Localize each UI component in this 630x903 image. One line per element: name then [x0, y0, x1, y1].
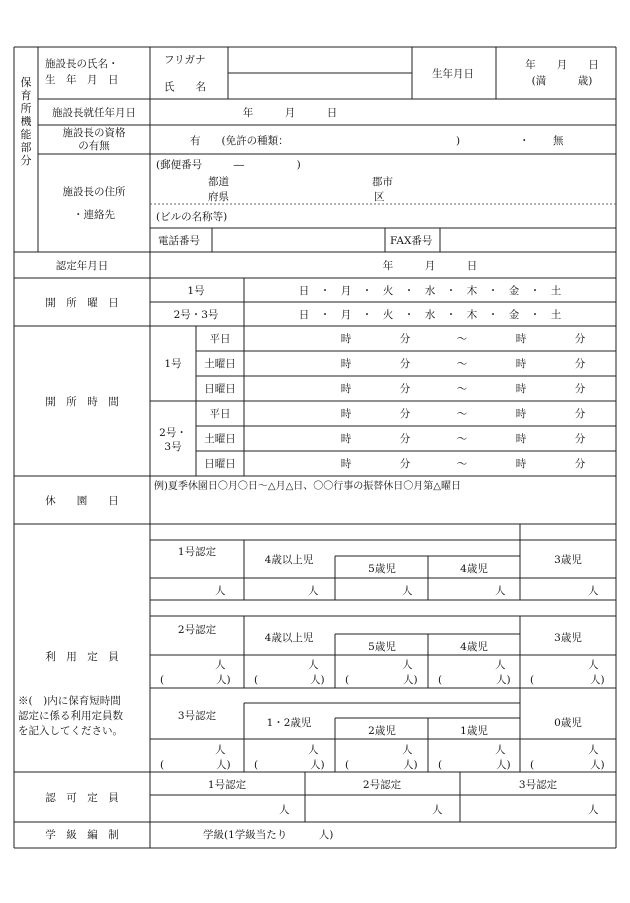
time-range-row	[341, 457, 586, 470]
unit-label: 人	[308, 585, 319, 597]
capacity-type-label: 1号認定	[177, 546, 217, 558]
time-range-row	[341, 382, 586, 395]
building-name-field: (ビルの名称等)	[156, 211, 228, 223]
minute-unit: 分	[574, 458, 586, 470]
section-label-char: 所	[20, 102, 32, 115]
prefecture-label-line2: 府県	[208, 191, 229, 203]
minute-unit: 分	[399, 358, 411, 370]
city-label-line2: 区	[374, 191, 385, 203]
range-separator: ～	[456, 433, 468, 445]
minute-unit: 分	[399, 433, 411, 445]
day-type-label: 日曜日	[204, 383, 236, 395]
paren-open: (	[160, 674, 165, 686]
capacity-type-label: 2号認定	[177, 624, 217, 636]
birthdate-label: 生年月日	[432, 68, 474, 80]
section-label-char: 保	[20, 76, 32, 89]
minute-unit: 分	[399, 333, 411, 345]
capacity-group-label: 4歳以上児	[264, 554, 314, 566]
day-type-label: 日曜日	[204, 458, 236, 470]
unit-label: 人	[588, 804, 599, 816]
minute-unit: 分	[574, 408, 586, 420]
opening-days-type: 2号・3号	[173, 309, 219, 321]
range-separator: ～	[456, 358, 468, 370]
minute-unit: 分	[574, 333, 586, 345]
opening-days-type: 1号	[187, 285, 205, 297]
section-label-char: 機	[20, 115, 32, 128]
capacity-sub-label: 2歳児	[368, 725, 396, 737]
section-label-char: 能	[20, 128, 32, 141]
unit-label: 人	[402, 659, 413, 671]
address-label-line2: ・連絡先	[73, 209, 115, 221]
hour-unit: 時	[515, 458, 527, 470]
hour-unit: 時	[515, 433, 527, 445]
paren-close-unit: 人)	[216, 674, 231, 686]
capacity-other-label: 0歳児	[554, 717, 582, 729]
time-range-row	[341, 357, 586, 370]
paren-close-unit: 人)	[310, 759, 325, 771]
unit-label: 人	[588, 585, 599, 597]
minute-unit: 分	[574, 358, 586, 370]
capacity-group-label: 4歳以上児	[264, 632, 314, 644]
minute-unit: 分	[399, 408, 411, 420]
unit-label: 人	[402, 744, 413, 756]
paren-open: (	[254, 674, 259, 686]
qualification-label-line2: の有無	[78, 140, 110, 152]
hour-unit: 時	[515, 358, 527, 370]
range-separator: ～	[456, 458, 468, 470]
paren-close-unit: 人)	[496, 674, 511, 686]
hour-unit: 時	[515, 408, 527, 420]
qualification-label-line1: 施設長の資格	[62, 127, 126, 139]
paren-open: (	[530, 759, 535, 771]
unit-label: 人	[308, 659, 319, 671]
licensed-capacity-label: 認 可 定 員	[45, 792, 119, 804]
capacity-group-label: 1・2歳児	[266, 717, 312, 729]
day-type-label: 土曜日	[204, 433, 236, 445]
time-range-row	[341, 407, 586, 420]
furigana-label: フリガナ	[164, 54, 206, 66]
fax-label: FAX番号	[390, 235, 433, 247]
section-label-char: 分	[20, 154, 32, 167]
certification-date-fields: 年 月 日	[382, 260, 478, 272]
unit-label: 人	[432, 804, 443, 816]
time-range-row	[341, 332, 586, 345]
paren-open: (	[345, 674, 350, 686]
unit-label: 人	[308, 744, 319, 756]
paren-close-unit: 人)	[216, 759, 231, 771]
certification-date-label: 認定年月日	[55, 260, 109, 272]
section-label-vertical	[21, 75, 33, 167]
qualification-separator: ・	[519, 135, 530, 147]
opening-days-options: 日 ・ 月 ・ 火 ・ 水 ・ 木 ・ 金 ・ 土	[298, 285, 562, 297]
phone-label: 電話番号	[158, 235, 200, 247]
day-type-label: 平日	[209, 333, 231, 345]
hour-unit: 時	[515, 383, 527, 395]
paren-open: (	[160, 759, 165, 771]
unit-label: 人	[279, 804, 290, 816]
postal-code-field: (郵便番号 ― )	[156, 159, 301, 171]
capacity-label: 利 用 定 員	[45, 651, 119, 663]
capacity-other-label: 3歳児	[554, 632, 582, 644]
section-label-char: 育	[20, 89, 32, 102]
opening-days-options: 日 ・ 月 ・ 火 ・ 水 ・ 木 ・ 金 ・ 土	[298, 309, 562, 321]
paren-close-unit: 人)	[310, 674, 325, 686]
range-separator: ～	[456, 408, 468, 420]
hour-unit: 時	[340, 358, 352, 370]
unit-label: 人	[495, 744, 506, 756]
director-name-label-line1: 施設長の氏名・	[45, 58, 119, 70]
paren-open: (	[438, 759, 443, 771]
opening-hours-type: 2号・	[159, 427, 187, 439]
holidays-example: 例)夏季休園日〇月〇日～△月△日、〇〇行事の振替休日〇月第△曜日	[154, 481, 461, 492]
appointment-date-fields: 年 月 日	[242, 107, 338, 119]
paren-close-unit: 人)	[590, 759, 605, 771]
licensed-type-label: 1号認定	[207, 779, 247, 791]
hour-unit: 時	[340, 458, 352, 470]
prefecture-label-line1: 都道	[208, 176, 229, 188]
capacity-sub-label: 4歳児	[460, 641, 488, 653]
capacity-note-line1: ※( )内に保育短時間	[18, 695, 121, 707]
capacity-note-line2: 認定に係る利用定員数	[18, 710, 123, 722]
opening-hours-label: 開 所 時 間	[45, 396, 119, 408]
holidays-label: 休 園 日	[45, 495, 119, 507]
paren-close-unit: 人)	[403, 674, 418, 686]
unit-label: 人	[588, 659, 599, 671]
licensed-type-label: 3号認定	[518, 779, 558, 791]
paren-open: (	[438, 674, 443, 686]
class-organization-label: 学 級 編 制	[45, 829, 119, 841]
time-range-row	[341, 432, 586, 445]
capacity-type-label: 3号認定	[177, 710, 217, 722]
range-separator: ～	[456, 383, 468, 395]
paren-close-unit: 人)	[403, 759, 418, 771]
unit-label: 人	[402, 585, 413, 597]
hour-unit: 時	[515, 333, 527, 345]
paren-close-unit: 人)	[590, 674, 605, 686]
day-type-label: 土曜日	[204, 358, 236, 370]
opening-hours-type: 1号	[164, 358, 182, 370]
capacity-note-line3: を記入してください。	[18, 725, 123, 737]
age-field: (満 歳)	[531, 75, 593, 87]
unit-label: 人	[215, 659, 226, 671]
unit-label: 人	[215, 744, 226, 756]
hour-unit: 時	[340, 333, 352, 345]
qualification-yes-option: 有 (免許の種類：	[190, 135, 289, 147]
hour-unit: 時	[340, 408, 352, 420]
hour-unit: 時	[340, 383, 352, 395]
paren-open: (	[254, 759, 259, 771]
city-label-line1: 郡市	[372, 176, 393, 188]
minute-unit: 分	[399, 383, 411, 395]
capacity-sub-label: 1歳児	[460, 725, 488, 737]
opening-hours-type: 3号	[164, 441, 182, 453]
appointment-date-label: 施設長就任年月日	[52, 107, 136, 119]
director-name-label-line2: 生 年 月 日	[45, 74, 119, 86]
section-label-char: 部	[20, 141, 32, 154]
hour-unit: 時	[340, 433, 352, 445]
opening-days-label: 開 所 曜 日	[45, 297, 119, 309]
licensed-type-label: 2号認定	[362, 779, 402, 791]
minute-unit: 分	[574, 433, 586, 445]
unit-label: 人	[215, 585, 226, 597]
qualification-paren-close: )	[456, 135, 461, 147]
minute-unit: 分	[574, 383, 586, 395]
birthdate-fields: 年 月 日	[525, 59, 599, 71]
name-label: 氏 名	[164, 81, 206, 93]
capacity-other-label: 3歳児	[554, 554, 582, 566]
capacity-sub-label: 5歳児	[368, 641, 396, 653]
qualification-no-option: 無	[553, 135, 564, 147]
minute-unit: 分	[399, 458, 411, 470]
class-organization-text: 学級(1学級当たり 人)	[203, 829, 334, 841]
capacity-sub-label: 5歳児	[368, 563, 396, 575]
address-label-line1: 施設長の住所	[62, 186, 126, 198]
day-type-label: 平日	[209, 408, 231, 420]
unit-label: 人	[495, 659, 506, 671]
range-separator: ～	[456, 333, 468, 345]
paren-close-unit: 人)	[496, 759, 511, 771]
unit-label: 人	[495, 585, 506, 597]
unit-label: 人	[588, 744, 599, 756]
capacity-sub-label: 4歳児	[460, 563, 488, 575]
paren-open: (	[345, 759, 350, 771]
paren-open: (	[530, 674, 535, 686]
